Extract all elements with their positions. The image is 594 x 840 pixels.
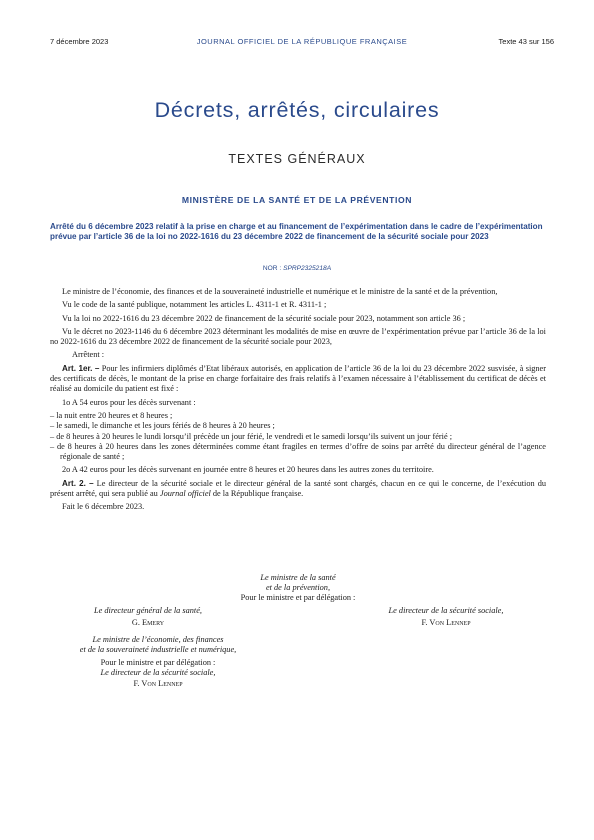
list-item: – de 8 heures à 20 heures le lundi lorsqu’il précède un jour férié, le vendredi et le samedi lorsqu’ils suivent un jour férié ; bbox=[50, 431, 453, 441]
list-item: – de 8 heures à 20 heures dans les zones déterminées comme étant fragiles en termes d’offre de soins par arrêté du directeur général de l’agence régionale de santé ; bbox=[50, 441, 546, 462]
document-body bbox=[50, 287, 546, 516]
visa-1: Vu le code de la santé publique, notamment les articles L. 4311-1 et R. 4311-1 ; bbox=[62, 300, 327, 310]
article-2-text-before: Le directeur de la sécurité sociale et le directeur général de la santé sont chargés, chacun en ce qui le concerne, de l’exécution du présent arrêté, qui sera publié au bbox=[50, 478, 546, 499]
nor-code: SPRP2325218A bbox=[283, 265, 332, 272]
arretent-label: Arrêtent : bbox=[72, 350, 105, 360]
list-item: – la nuit entre 20 heures et 8 heures ; bbox=[50, 410, 173, 420]
list-item: – le samedi, le dimanche et les jours fériés de 8 heures à 20 heures ; bbox=[50, 421, 275, 431]
visa-3: Vu le décret no 2023-1146 du 6 décembre 2023 déterminant les modalités de mise en œuvre de l’expérimentation prévue par l’article 36 de la loi no 2022-1616 du 23 décembre 2022 de financement de la sécurité sociale pour 2023, bbox=[50, 326, 546, 347]
article-1 bbox=[50, 364, 546, 395]
ministry-title: MINISTÈRE DE LA SANTÉ ET DE LA PRÉVENTION bbox=[181, 195, 413, 205]
article-2-text-after: de la République française. bbox=[210, 489, 304, 499]
nor-label: NOR : bbox=[262, 265, 284, 272]
header-text-number: Texte 43 sur 156 bbox=[498, 37, 554, 46]
dss-title: Le directeur de la sécurité sociale, bbox=[388, 606, 504, 615]
header-journal-title: JOURNAL OFFICIEL DE LA RÉPUBLIQUE FRANÇAISE bbox=[196, 37, 408, 46]
article-1-text: Pour les infirmiers diplômés d’Etat libéraux autorisés, en application de l’article 36 de la loi du 23 décembre 2022 susvisée, à signer des certificats de décès, le montant de la prise en charge forfaitaire des frais relatifs à l’examen nécessaire à l’établissement du certificat de décès et réalisé au domicile du patient est fixé : bbox=[50, 363, 546, 394]
subsection-title: TEXTES GÉNÉRAUX bbox=[228, 152, 366, 166]
eco-dss-title: Le directeur de la sécurité sociale, bbox=[100, 668, 216, 677]
article-2 bbox=[50, 479, 546, 500]
done-date: Fait le 6 décembre 2023. bbox=[62, 502, 145, 512]
sante-minister-line-1: Le ministre de la santé bbox=[260, 573, 336, 582]
section-title: Décrets, arrêtés, circulaires bbox=[154, 98, 440, 122]
dgs-title: Le directeur général de la santé, bbox=[94, 606, 202, 615]
eco-dss-name: F. Von Lennep bbox=[133, 679, 183, 688]
article-1-label: Art. 1er. – bbox=[62, 363, 100, 373]
eco-minister-line-1: Le ministre de l’économie, des finances bbox=[92, 635, 224, 644]
page-header bbox=[50, 37, 554, 49]
article-1-point-2: 2o A 42 euros pour les décès survenant en journée entre 8 heures et 20 heures dans les autres zones du territoire. bbox=[62, 465, 434, 475]
sante-minister-line-2: et de la prévention, bbox=[265, 583, 331, 592]
eco-delegation: Pour le ministre et par délégation : bbox=[100, 658, 216, 667]
sante-delegation: Pour le ministre et par délégation : bbox=[240, 593, 356, 602]
dgs-name: G. Emery bbox=[131, 618, 165, 627]
eco-minister-line-2: et de la souveraineté industrielle et numérique, bbox=[79, 645, 237, 654]
visa-2: Vu la loi no 2022-1616 du 23 décembre 2022 de financement de la sécurité sociale pour 2023, notamment son article 36 ; bbox=[62, 313, 466, 323]
journal-officiel-mention: Journal officiel bbox=[159, 489, 211, 499]
header-date: 7 décembre 2023 bbox=[50, 37, 109, 46]
article-2-label: Art. 2. – bbox=[62, 478, 94, 488]
preamble-intro: Le ministre de l’économie, des finances et de la souveraineté industrielle et numérique et le ministre de la santé et de la prévention, bbox=[62, 287, 498, 296]
nor-reference bbox=[0, 265, 594, 272]
dss-name: F. Von Lennep bbox=[421, 618, 471, 627]
arrete-title: Arrêté du 6 décembre 2023 relatif à la prise en charge et au financement de l’expérimentation dans le cadre de l’expérimentation prévue par l’article 36 de la loi no 2022-1616 du 23 décembre 2022 de financement de la sécurité sociale pour 2023 bbox=[50, 222, 543, 241]
article-1-point-1: 1o A 54 euros pour les décès survenant : bbox=[62, 397, 196, 407]
